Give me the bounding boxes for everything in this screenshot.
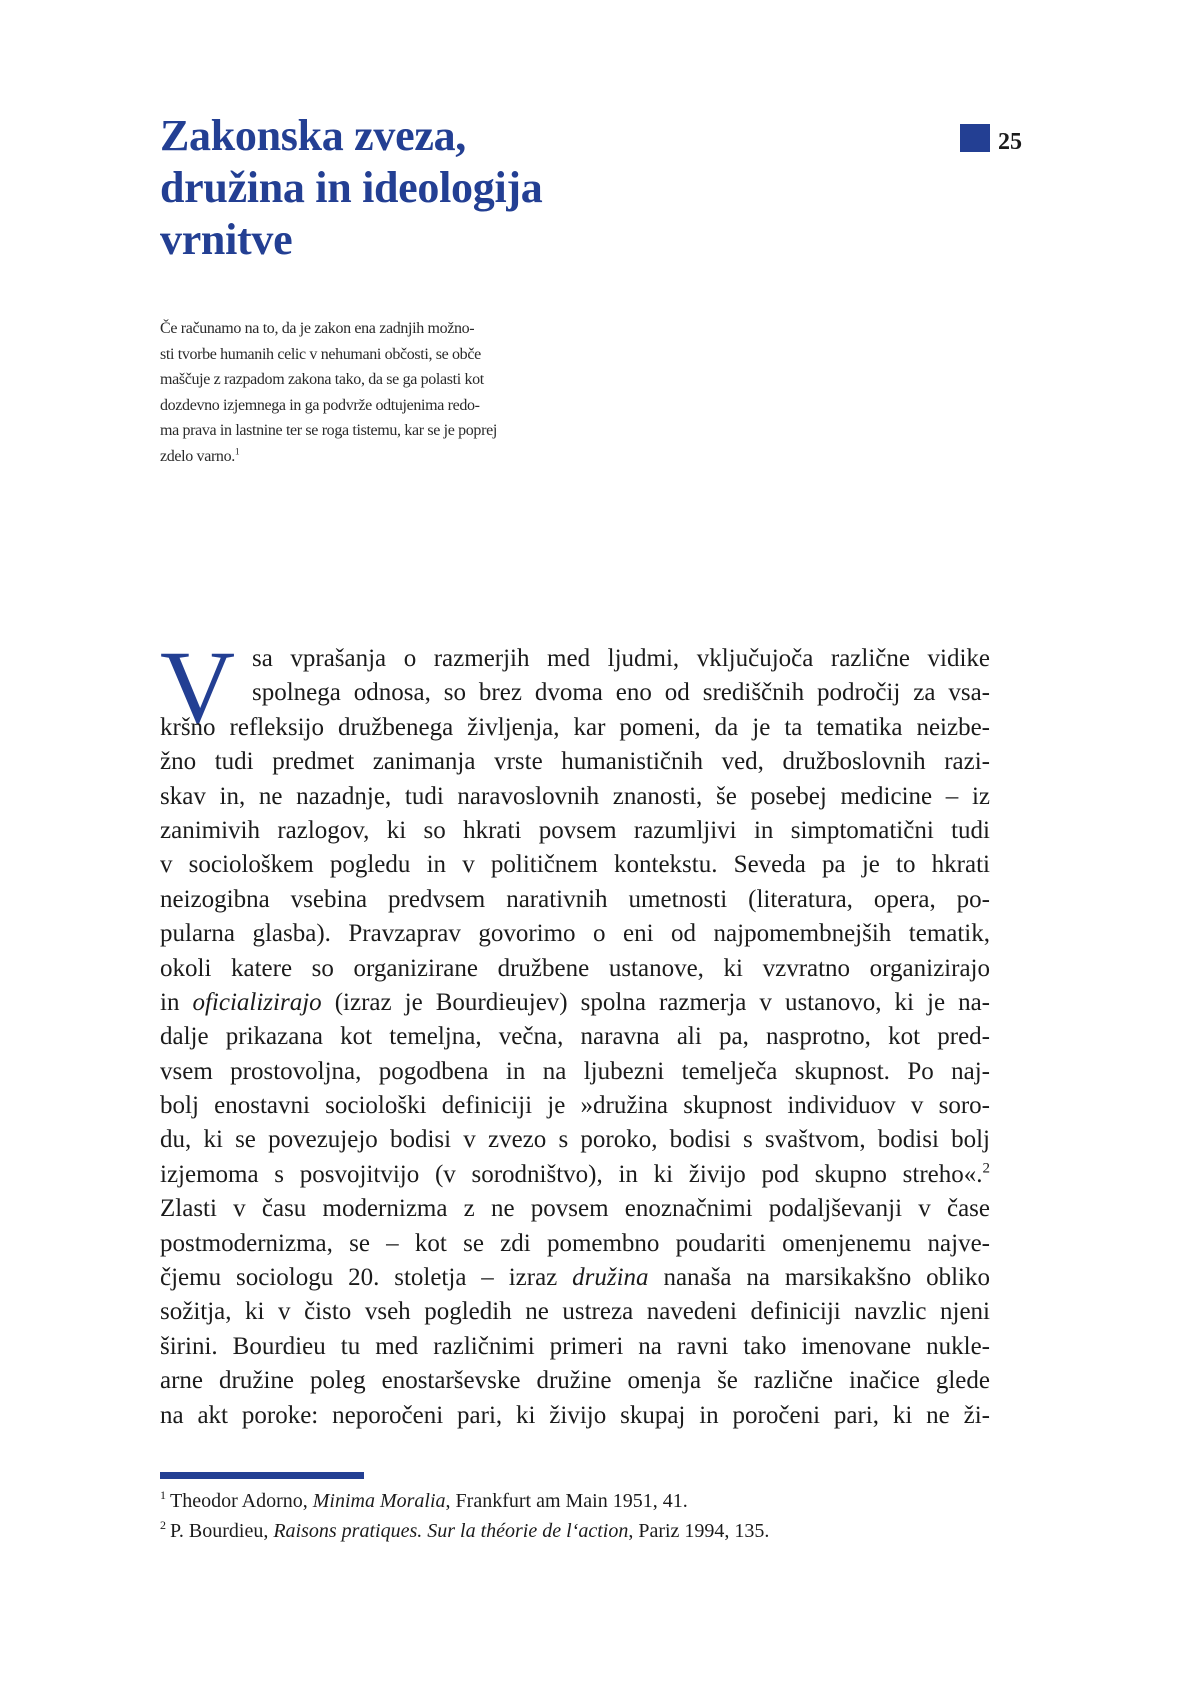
epigraph-line: dozdevno izjemnega in ga podvrže odtujenima redo- bbox=[160, 396, 480, 414]
footnote bbox=[160, 1486, 990, 1516]
footnote-divider bbox=[160, 1472, 364, 1479]
footnote-title: Minima Moralia bbox=[312, 1490, 446, 1512]
chapter-title-line: Zakonska zveza, bbox=[160, 111, 466, 160]
drop-cap: V bbox=[160, 630, 236, 745]
body-line: arne družine poleg enostarševske družine omenja še različne inačice glede bbox=[160, 1367, 990, 1395]
body-line: kršno refleksijo družbenega življenja, kar pomeni, da je ta tematika neizbe- bbox=[160, 713, 990, 741]
body-line: postmodernizma, se – kot se zdi pomembno poudariti omenjenemu najve- bbox=[160, 1229, 990, 1257]
body-line: neizogibna vsebina predvsem narativnih umetnosti (literatura, opera, po- bbox=[160, 885, 990, 913]
body-text-run: čjemu sociologu 20. stoletja – izraz bbox=[160, 1264, 573, 1292]
body-text-run: nanaša na marsikakšno obliko bbox=[648, 1264, 990, 1292]
epigraph-line: Če računamo na to, da je zakon ena zadnjih možno- bbox=[160, 320, 475, 337]
emphasis: družina bbox=[572, 1264, 649, 1292]
body-line: sa vprašanja o razmerjih med ljudmi, vključujoča različne vidike bbox=[252, 645, 990, 672]
footnote-text: , Pariz 1994, 135. bbox=[628, 1520, 770, 1542]
body-line bbox=[160, 1158, 990, 1192]
body-line: žno tudi predmet zanimanja vrste humanističnih ved, družboslovnih razi- bbox=[160, 748, 990, 776]
body-line: v sociološkem pogledu in v političnem kontekstu. Seveda pa je to hkrati bbox=[160, 851, 990, 879]
body-line: skav in, ne nazadnje, tudi naravoslovnih znanosti, še posebej medicine – iz bbox=[160, 782, 990, 810]
epigraph-line: ma prava in lastnine ter se roga tistemu, kar se je poprej bbox=[160, 422, 497, 439]
page-marker-square bbox=[960, 124, 990, 152]
chapter-title-line: družina in ideologija bbox=[160, 163, 543, 212]
chapter-title-line: vrnitve bbox=[160, 215, 293, 264]
body-text-run: izjemoma s posvojitvijo (v sorodništvo), in ki živijo pod skupno streho«. bbox=[160, 1160, 983, 1188]
epigraph bbox=[160, 316, 570, 469]
body-line: vsem prostovoljna, pogodbena in na ljubezni temelječa skupnost. Po naj- bbox=[160, 1057, 990, 1085]
body-text-run: (izraz je Bourdieujev) spolna razmerja v ustanovo, ki je na- bbox=[321, 988, 990, 1016]
epigraph-line bbox=[160, 444, 570, 470]
footnote-title: Raisons pratiques. Sur la théorie de l‘action bbox=[273, 1520, 629, 1542]
body-line: dalje prikazana kot temeljna, večna, naravna ali pa, nasprotno, kot pred- bbox=[160, 1023, 990, 1051]
chapter-title bbox=[160, 110, 720, 266]
body-line bbox=[160, 1261, 990, 1295]
epigraph-line: maščuje z razpadom zakona tako, da se ga polasti kot bbox=[160, 371, 484, 388]
footnote-ref: 1 bbox=[234, 446, 240, 458]
body-line: sožitja, ki v čisto vseh pogledih ne ustreza navedeni definiciji navzlic njeni bbox=[160, 1298, 990, 1326]
emphasis: oficializirajo bbox=[192, 988, 322, 1016]
footnote-text: Theodor Adorno, bbox=[170, 1490, 313, 1512]
body-line: bolj enostavni sociološki definiciji je »družina skupnost individuov v soro- bbox=[160, 1092, 990, 1120]
body-line: na akt poroke: neporočeni pari, ki živijo skupaj in poročeni pari, ki ne ži- bbox=[160, 1401, 990, 1429]
body-line: Zlasti v času modernizma z ne povsem enoznačnimi podaljševanji v čase bbox=[160, 1195, 990, 1223]
body-text bbox=[160, 630, 990, 1433]
body-line: okoli katere so organizirane družbene ustanove, ki vzvratno organizirajo bbox=[160, 954, 990, 982]
body-line: zanimivih razlogov, ki so hkrati povsem razumljivi in simptomatični tudi bbox=[160, 816, 990, 844]
body-text-run: in bbox=[160, 988, 193, 1016]
footnote-text: , Frankfurt am Main 1951, 41. bbox=[445, 1490, 688, 1512]
footnote bbox=[160, 1516, 990, 1546]
footnote-marker: 1 bbox=[160, 1488, 166, 1503]
footnote-text: P. Bourdieu, bbox=[170, 1520, 274, 1542]
body-line: spolnega odnosa, so brez dvoma eno od središčnih področij za vsa- bbox=[252, 679, 990, 707]
body-line: du, ki se povezujejo bodisi v zvezo s poroko, bodisi s svaštvom, bodisi bolj bbox=[160, 1126, 990, 1154]
epigraph-line-text: zdelo varno. bbox=[160, 447, 235, 465]
epigraph-line: sti tvorbe humanih celic v nehumani občosti, se obče bbox=[160, 345, 481, 363]
footnote-ref: 2 bbox=[982, 1160, 990, 1177]
page-number: 25 bbox=[998, 129, 1022, 155]
body-line: pularna glasba). Pravzaprav govorimo o eni od najpomembnejših tematik, bbox=[160, 920, 990, 948]
footnote-marker: 2 bbox=[160, 1518, 166, 1533]
body-line bbox=[160, 986, 990, 1020]
body-line: širini. Bourdieu tu med različnimi primeri na ravni tako imenovane nukle- bbox=[160, 1332, 990, 1360]
footnotes bbox=[160, 1486, 990, 1546]
